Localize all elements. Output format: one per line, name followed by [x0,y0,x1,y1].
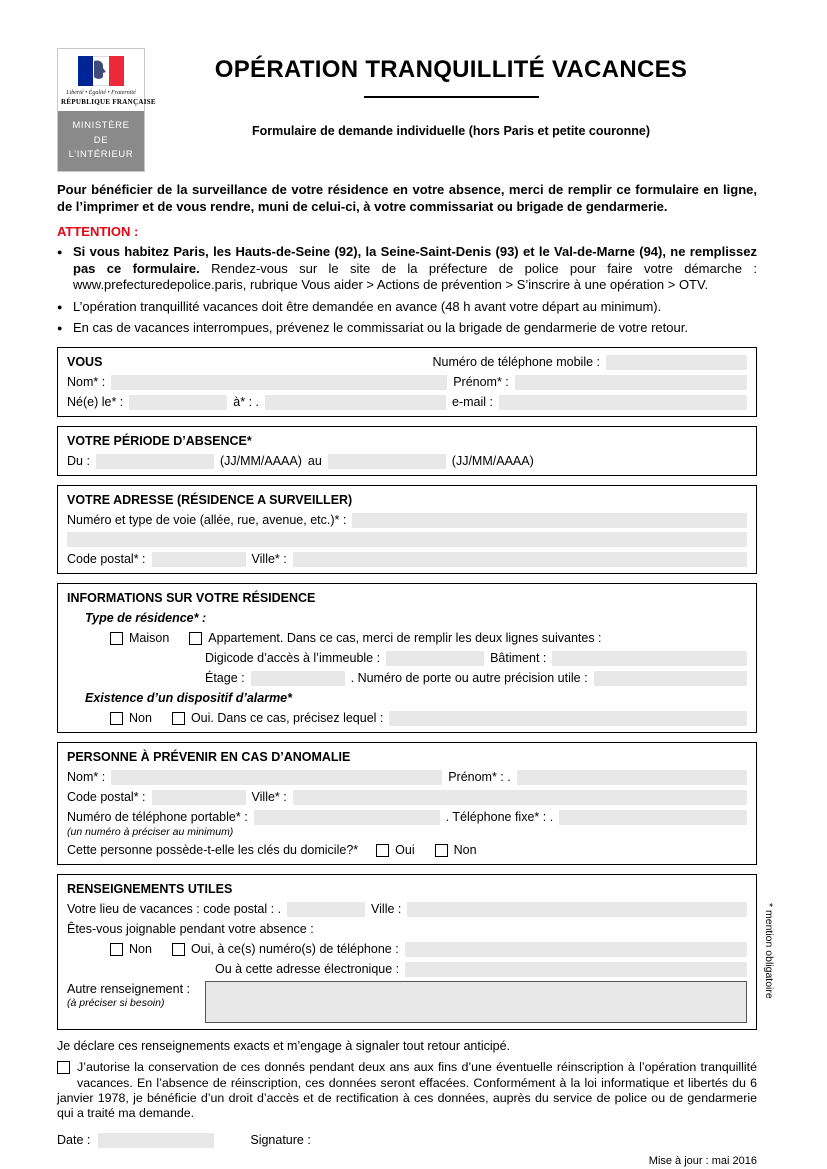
ministry-line-1: MINISTÈRE [72,120,130,131]
lieu-vacances-label: Votre lieu de vacances : code postal : . [67,902,282,917]
numero-minimum-note: (un numéro à préciser au minimum) [67,826,234,839]
contact-portable-label: Numéro de téléphone portable* : [67,810,248,825]
attention-bullets [57,244,757,336]
logo-motto: Liberté • Égalité • Fraternité [66,90,136,96]
du-label: Du : [67,454,90,469]
contact-nom-label: Nom* : [67,770,106,785]
maison-checkbox[interactable] [110,632,123,645]
form-subtitle: Formulaire de demande individuelle (hors Paris et petite couronne) [252,124,650,138]
vacances-ville-label: Ville : [371,902,402,917]
mobile-phone-input[interactable] [606,355,747,370]
joignable-non-label: Non [129,942,152,957]
alarme-non-checkbox[interactable] [110,712,123,725]
date-fin-input[interactable] [328,454,446,469]
au-label: au [307,454,322,469]
bullet-icon: ● [57,301,63,312]
section-residence [57,583,757,733]
adresse-ligne2-input[interactable] [67,532,747,547]
consent-checkbox[interactable] [57,1061,70,1074]
date-input[interactable] [98,1133,214,1148]
voie-input[interactable] [352,513,747,528]
alarme-precision-input[interactable] [389,711,747,726]
contact-ville-input[interactable] [293,790,747,805]
ministry-line-2: DE [93,134,109,146]
joignable-oui-checkbox[interactable] [172,943,185,956]
update-note: Mise à jour : mai 2016 [648,1154,757,1167]
french-flag-icon [78,56,124,86]
prenom-input[interactable] [515,375,747,390]
section-vous-title: VOUS [67,355,103,370]
section-residence-title: INFORMATIONS SUR VOTRE RÉSIDENCE [67,591,316,606]
alarme-non-label: Non [129,711,152,726]
lieu-naissance-input[interactable] [265,395,446,410]
email-label: e-mail : [452,395,493,410]
section-adresse-title: VOTRE ADRESSE (RÉSIDENCE A SURVEILLER) [67,493,353,508]
alarme-label: Existence d’un dispositif d’alarme* [85,691,293,706]
section-personne [57,742,757,865]
consent-text: J’autorise la conservation de ces donnés pendant deux ans aux fins d’une éventuelle réinscription à l’opération tranquillité vacances. En l’absence de réinscription, ces données seront effacées. Conformément à la loi informatique et libertés du 6 janvier 1978, je bénéficie d’un droit d’accès et de rectification à ces données, auprès du service de police ou de gendarmerie qui a traité ma demande. [57,1060,757,1121]
voie-label: Numéro et type de voie (allée, rue, avenue, etc.)* : [67,513,347,528]
cles-label: Cette personne possède-t-elle les clés du domicile?* [67,843,359,858]
header-center [145,48,757,172]
ville-input[interactable] [293,552,747,567]
code-postal-input[interactable] [152,552,246,567]
porte-input[interactable] [594,671,747,686]
contact-prenom-input[interactable] [517,770,747,785]
marianne-profile-icon [90,59,112,83]
cles-oui-checkbox[interactable] [376,844,389,857]
autre-renseignement-input[interactable] [205,981,747,1023]
title-underline [364,96,539,98]
maison-label: Maison [129,631,170,646]
autre-renseignement-note: (à préciser si besoin) [67,997,165,1010]
date-naissance-input[interactable] [129,395,227,410]
contact-cp-input[interactable] [152,790,246,805]
declaration-text: Je déclare ces renseignements exacts et m’engage à signaler tout retour anticipé. [57,1039,511,1054]
contact-fixe-input[interactable] [559,810,747,825]
consent-block [57,1060,757,1122]
prenom-label: Prénom* : [453,375,509,390]
nom-input[interactable] [111,375,447,390]
ministry-line-3: L’INTÉRIEUR [68,149,134,161]
page-title: OPÉRATION TRANQUILLITÉ VACANCES [214,56,688,83]
cles-non-checkbox[interactable] [435,844,448,857]
autre-renseignement-label: Autre renseignement : [67,982,190,997]
contact-portable-input[interactable] [254,810,440,825]
section-personne-title: PERSONNE À PRÉVENIR EN CAS D’ANOMALIE [67,750,351,765]
bullet-retour [57,320,757,336]
porte-label: . Numéro de porte ou autre précision utile : [350,671,588,686]
email-input[interactable] [499,395,747,410]
code-postal-label: Code postal* : [67,552,146,567]
digicode-input[interactable] [386,651,484,666]
batiment-label: Bâtiment : [490,651,547,666]
contact-ville-label: Ville* : [251,790,287,805]
attention-label: ATTENTION : [57,224,139,240]
mention-obligatoire: * mention obligatoire [763,903,775,999]
section-periode [57,426,757,476]
signature-label: Signature : [250,1133,311,1148]
section-adresse [57,485,757,574]
bullet-icon: ● [57,247,63,258]
logo-top [58,49,156,111]
section-renseignements-title: RENSEIGNEMENTS UTILES [67,882,233,897]
appartement-label: Appartement. Dans ce cas, merci de remplir les deux lignes suivantes : [208,631,602,646]
date-label: Date : [57,1133,91,1148]
bullet-paris-bold: Si vous habitez Paris, les Hauts-de-Seine (92), la Seine-Saint-Denis (93) et le Val-de-Marne (94), ne remplissez pas ce formulaire. [73,244,757,276]
ne-le-label: Né(e) le* : [67,395,124,410]
contact-cp-label: Code postal* : [67,790,146,805]
joignable-tel-input[interactable] [405,942,747,957]
batiment-input[interactable] [552,651,747,666]
etage-label: Étage : [205,671,245,686]
bullet-paris [57,244,757,293]
nom-label: Nom* : [67,375,106,390]
joignable-email-input[interactable] [405,962,747,977]
type-residence-label: Type de résidence* : [85,611,207,626]
mobile-label: Numéro de téléphone mobile : [432,355,600,370]
logo-republic: RÉPUBLIQUE FRANÇAISE [61,98,156,106]
ministry-name-block [58,111,144,171]
a-label: à* : . [233,395,259,410]
joignable-non-checkbox[interactable] [110,943,123,956]
section-periode-title: VOTRE PÉRIODE D’ABSENCE* [67,434,252,449]
format2-label: (JJ/MM/AAAA) [451,454,534,469]
cles-non-label: Non [453,843,477,858]
adresse-electronique-label: Ou à cette adresse électronique : [215,962,400,977]
bullet-delai-text: L’opération tranquillité vacances doit être demandée en avance (48 h avant votre départ au minimum). [73,298,662,314]
bullet-icon: ● [57,322,63,333]
etage-input[interactable] [251,671,345,686]
ville-label: Ville* : [251,552,287,567]
appartement-checkbox[interactable] [189,632,202,645]
digicode-label: Digicode d’accès à l’immeuble : [205,651,381,666]
joignable-oui-label: Oui, à ce(s) numéro(s) de téléphone : [190,942,399,957]
contact-fixe-label: . Téléphone fixe* : . [445,810,554,825]
bullet-retour-text: En cas de vacances interrompues, prévenez le commissariat ou la brigade de gendarmerie de votre retour. [73,319,688,335]
joignable-label: Êtes-vous joignable pendant votre absence : [67,922,314,937]
bullet-delai [57,299,757,315]
contact-nom-input[interactable] [111,770,442,785]
alarme-oui-checkbox[interactable] [172,712,185,725]
cles-oui-label: Oui [395,843,415,858]
format1-label: (JJ/MM/AAAA) [219,454,302,469]
header [57,48,757,172]
vacances-ville-input[interactable] [407,902,747,917]
intro-paragraph: Pour bénéficier de la surveillance de votre résidence en votre absence, merci de remplir ce formulaire en ligne, de l’imprimer et de vous rendre, muni de celui-ci, à votre commissariat ou brigade de gendarmerie. [57,182,757,214]
ministry-logo [57,48,156,172]
date-debut-input[interactable] [96,454,214,469]
section-renseignements [57,874,757,1030]
date-signature-row [57,1133,757,1148]
bullet-paris-rest: Rendez-vous sur le site de la préfecture de police pour faire votre démarche : www.prefecturedepolice.paris, rubrique Vous aider > Actions de prévention > S’inscrire à une opération > OTV. [73,260,757,293]
alarme-oui-label: Oui. Dans ce cas, précisez lequel : [190,711,384,726]
section-vous [57,347,757,417]
vacances-cp-input[interactable] [287,902,365,917]
contact-prenom-label: Prénom* : . [448,770,511,785]
